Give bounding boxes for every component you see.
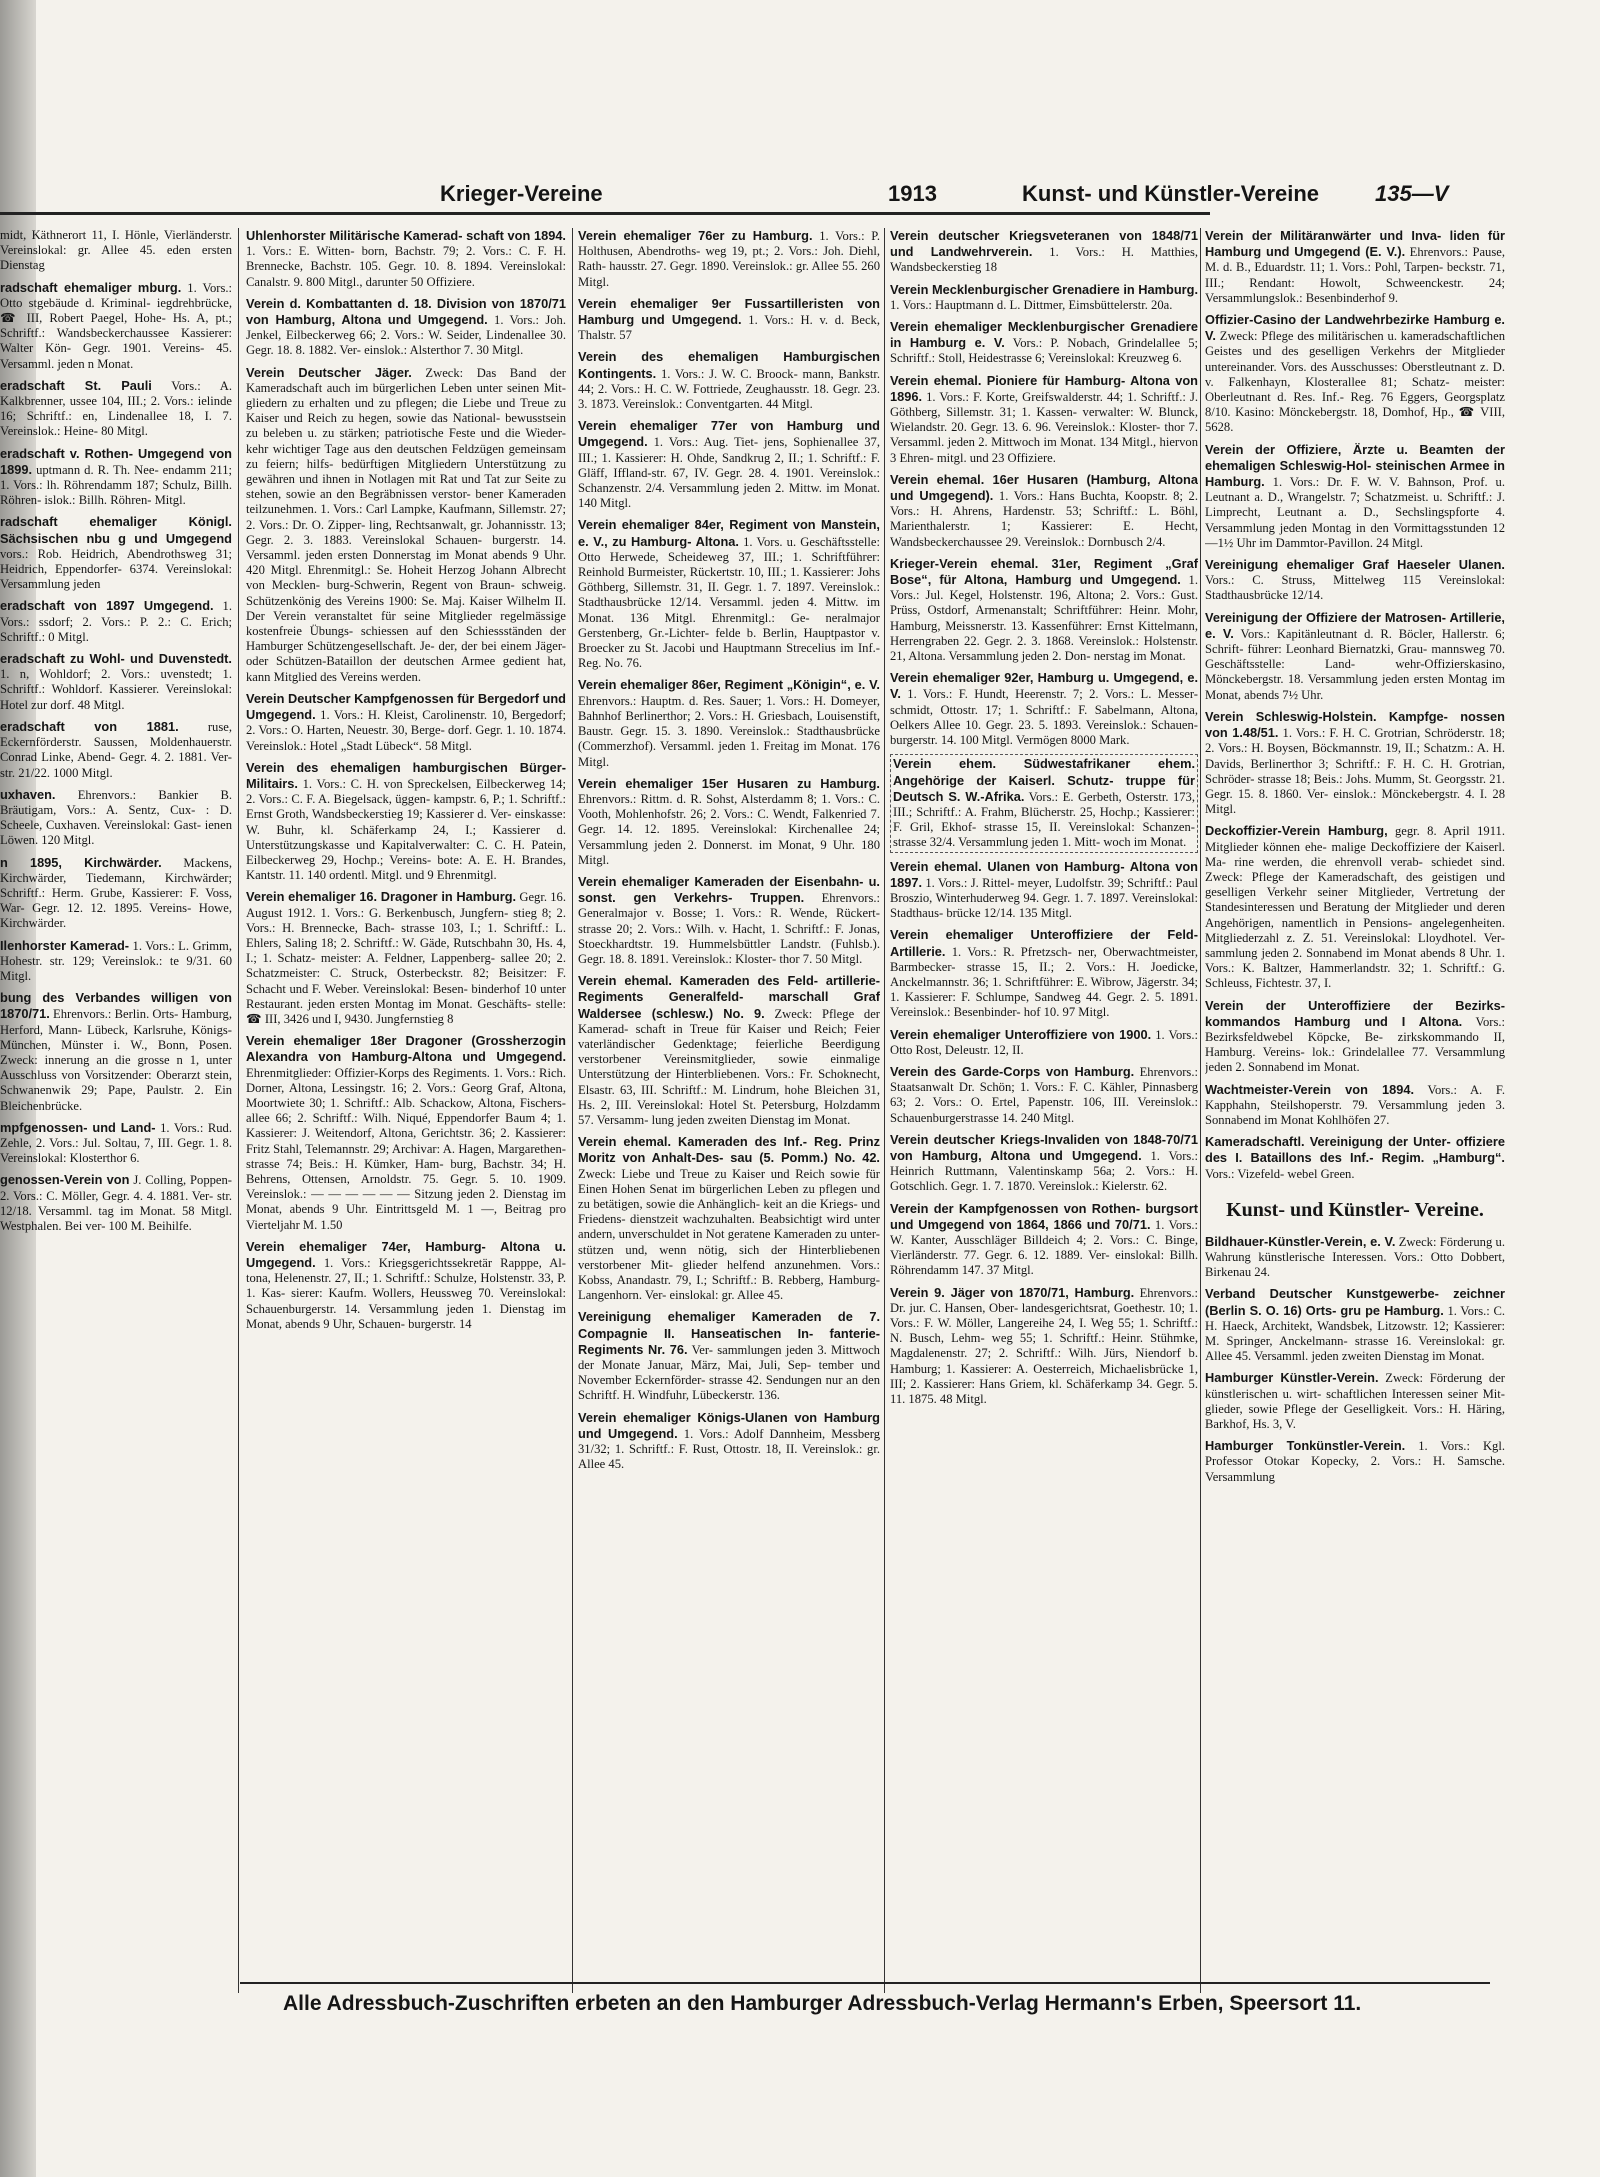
directory-entry <box>578 1134 880 1303</box>
directory-entry <box>890 1285 1198 1408</box>
entry-text: Mackens, Kirchwärder, Tiedemann, Kirchwärder; Schriftf.: Herm. Grube, Kassierer: F. Voss, War- Gegr. 12. 12. 1895. Vereins- Howe, Kirchwärder. <box>0 855 232 931</box>
entry-name: Verein des ehemaligen hamburgischen Bürger-Militairs. <box>246 759 566 791</box>
entry-name: Verein ehemaliger 76er zu Hamburg. <box>578 228 813 243</box>
directory-entry <box>890 754 1198 852</box>
entry-text: 1. Vors.: J. W. C. Broock- mann, Bankstr. 44; 2. Vors.: H. C. W. Fottriede, Zeughausstr. 18. Gegr. 23. 3. 1873. Vereinslok.: Conventgarten. 44 Mitgl. <box>578 366 880 412</box>
directory-entry <box>1205 1438 1505 1485</box>
entry-text: Vors.: P. Nobach, Grindelallee 5; Schriftf.: Stoll, Heidestrasse 6; Vereinslokal: Kreuzweg 6. <box>890 336 1198 366</box>
entry-name: Verein deutscher Kriegsveteranen von 1848/71 und Landwehrverein. <box>890 228 1198 260</box>
directory-entry <box>1205 1286 1505 1364</box>
column-4 <box>890 228 1198 2018</box>
directory-entry <box>578 349 880 412</box>
directory-entry <box>1205 1234 1505 1281</box>
entry-name: Verein der Unteroffiziere der Bezirks- kommandos Hamburg und I Altona. <box>1205 997 1505 1029</box>
entry-text: Vors.: Bezirksfeldwebel Köpcke, Be- zirkskommando II, Hamburg. Vereins- lok.: Grindelallee 77. Versammlung jeden 2. Sonnabend im Monat. <box>1205 1014 1505 1075</box>
entry-text: 1. Vors.: ssdorf; 2. Vors.: P. 2.: C. Erich; Schriftf.: 0 Mitgl. <box>0 599 232 644</box>
directory-entry <box>578 1309 880 1403</box>
entry-name: mpfgenossen- und Land- <box>0 1119 156 1135</box>
entry-text: 1. Vors.: F. Korte, Greifswalderstr. 44; 1. Schriftf.: J. Göthberg, Sillemstr. 31; 1. Kassen- verwalter: W. Blunck, Wielandstr. 20. Gegr. 13. 6. 96. Vereinslok.: Kloster- thor 7. Versamml. jeden 2. Mittwoch im Monat. 134 Mitgl., hiervon 3 Ehren- mitgl. und 23 Offiziere. <box>890 389 1198 465</box>
entry-text: 1. Vors.: C. H. Haeck, Architekt, Wandsbek, Litzowstr. 12; Kassierer: M. Springer, Anckelmann- strasse 16. Vereinslokal: gr. Allee 45. Versamml. jeden zweiten Dienstag im Monat. <box>1205 1303 1505 1364</box>
entry-name: Verein ehemaliger 92er, Hamburg u. Umgegend, e. V. <box>890 670 1198 702</box>
entry-name: Verein ehemaliger 77er von Hamburg und Umgegend. <box>578 418 880 450</box>
entry-name: eradschaft St. Pauli <box>0 377 152 393</box>
directory-entry <box>246 296 566 359</box>
page-number: 135—V <box>1375 181 1449 206</box>
directory-entry <box>1205 998 1505 1076</box>
header-rule <box>0 212 1210 215</box>
entry-text: 1. Vors.: F. H. C. Grotrian, Schröderstr. 18; 2. Vors.: H. Boysen, Böckmannstr. 19, II.; Schatzm.: A. H. Davids, Berlinerthor 3; Schriftf.: F. H. C. H. Grotrian, Schröder- strasse 18; Beis.: Johs. Mumm, St. Georgsstr. 21. Gegr. 15. 8. 1860. Ver- einslok.: Mönckebergstr. 4. I. 28 Mitgl. <box>1205 726 1505 817</box>
entry-text: 1. Vors.: Jul. Kegel, Holstenstr. 196, Altona; 2. Vors.: Gust. Prüss, Ostdorf, Armenanstalt; Schriftführer: Heinr. Mohr, Hamburg, Meissnerstr. 13. Kassenführer: Ernst Kittelmann, Herrengraben 22. Gegr. 2. 3. 1868. Vereinslok.: Holstenstr. 21, Altona. Versammlung jeden 2. Don- nerstag im Monat. <box>890 573 1198 664</box>
directory-entry <box>890 927 1198 1020</box>
entry-text: 1. Vors.: Joh. Jenkel, Eilbeckerweg 66; 2. Vors.: W. Seider, Lindenallee 30. Gegr. 18. 8. 1882. Ver- einslok.: Alsterthor 7. 30 Mitgl. <box>246 313 566 358</box>
page-header <box>0 175 1565 215</box>
directory-entry <box>1205 1082 1505 1129</box>
entry-text: Ver- sammlungen jeden 3. Mittwoch der Monate Januar, März, Mai, Juli, Sep- tember und November Eckernförder- strasse 42. Sendungen nur an den Schriftf. H. Windfuhr, Lübeckerstr. 136. <box>578 1342 880 1403</box>
directory-entry <box>890 859 1198 922</box>
entry-name: Verein ehemal. Pioniere für Hamburg- Altona von 1896. <box>890 372 1198 404</box>
entry-name: Offizier-Casino der Landwehrbezirke Hamburg e. V. <box>1205 312 1505 344</box>
directory-entry <box>246 228 566 290</box>
entry-text: Ehrenvors.: Bankier B. Bräutigam, Vors.: A. Sentz, Cux- : D. Scheele, Cuxhaven. Vereinslokal: Gast- ienen Löwen. 120 Mitgl. <box>0 787 232 848</box>
entry-name: Verein ehemaliger Kameraden der Eisenbahn- u. sonst. gen Verkehrs- Truppen. <box>578 873 880 906</box>
directory-entry <box>0 855 232 932</box>
entry-name: Verein 9. Jäger von 1870/71, Hamburg. <box>890 1284 1135 1300</box>
entry-name: radschaft ehemaliger Königl. Sächsischen nbu g und Umgegend <box>0 514 232 546</box>
header-right-title: Kunst- und Künstler-Vereine <box>1022 181 1320 206</box>
column-divider <box>884 228 885 1993</box>
entry-name: Verein ehemaliger 84er, Regiment von Manstein, e. V., zu Hamburg- Altona. <box>578 517 880 549</box>
entry-name: Verein des ehemaligen Hamburgischen Kontingents. <box>578 349 880 381</box>
entry-text: 1. Vors.: H. Kleist, Carolinenstr. 10, Bergedorf; 2. Vors.: O. Harten, Neuestr. 30, Berge- dorf. Gegr. 1. 10. 1874. Vereinslok.: Hotel „Stadt Lübeck“. 58 Mitgl. <box>246 708 566 753</box>
directory-entry <box>246 1033 566 1233</box>
entry-text: Ehrenvors.: Rittm. d. R. Sohst, Alsterdamm 8; 1. Vors.: C. Vooth, Mohlenhofstr. 26; 2. Vors.: C. Wendt, Falkenried 7. Gegr. 14. 12. 1895. Vereinslokal: Kirchenallee 24; Versammlung jeden 2. Donnerst. im Monat, 9 Uhr. 180 Mitgl. <box>578 791 880 867</box>
entry-text: Ehrenvors.: Staatsanwalt Dr. Schön; 1. Vors.: F. C. Kähler, Pinnasberg 63; 2. Vors.: O. Ertel, Papenstr. 106, III. Vereinslok.: Schauenburgerstrasse 14. 240 Mitgl. <box>890 1064 1198 1125</box>
header-year: 1913 <box>888 181 937 206</box>
entry-text: 1. Vors.: W. Kanter, Ausschläger Billdeich 4; 2. Vors.: C. Binge, Vierländerstr. 77. Gegr. 6. 12. 1889. Ver- einslokal: Billh. Röhrendamm 147. 37 Mitgl. <box>890 1217 1198 1278</box>
directory-entry <box>1205 1134 1505 1182</box>
directory-entry <box>578 776 880 868</box>
entry-name: Deckoffizier-Verein Hamburg, <box>1205 823 1388 839</box>
directory-entry <box>890 556 1198 664</box>
entry-name: Verband Deutscher Kunstgewerbe- zeichner (Berlin S. O. 16) Orts- gru pe Hamburg. <box>1205 1286 1505 1318</box>
directory-entry <box>0 280 232 372</box>
entry-text: 1. Vors.: R. Pfretzsch- ner, Oberwachtmeister, Barmbecker- strasse 15, II.; 2. Vors.: H. Joedicke, Anckelmannstr. 36; 1. Schriftführer: E. Wibrow, Jägerstr. 34; 1. Kassierer: F. Schlumpe, Sandweg 44. Gegr. 2. 5. 1891. Vereinslok.: Besenbinder- hof 10. 97 Mitgl. <box>890 944 1198 1020</box>
entry-text: 1. n, Wohldorf; 2. Vors.: uvenstedt; 1. Schriftf.: Wohldorf. Kassierer. Vereinslokal: Hotel zur dorf. 48 Mitgl. <box>0 667 232 712</box>
entry-name: Verein Schleswig-Holstein. Kampfge- nossen von 1.48/51. <box>1205 708 1505 741</box>
entry-text: Vors.: E. Gerbeth, Osterstr. 173, III.; Schriftf.: A. Frahm, Blücherstr. 25, Hochp.; Kassierer: F. Gril, Ekhof- strasse 15, II. Vereinslokal: Schanzen- strasse 32/4. Versammlung jeden 1. Mitt- woch im Monat. <box>893 789 1195 850</box>
directory-entry <box>0 514 232 592</box>
directory-entry <box>890 228 1198 276</box>
directory-entry <box>1205 312 1505 436</box>
entry-text: 1. Vors.: F. Hundt, Heerenstr. 7; 2. Vors.: L. Messer- schmidt, Ottostr. 17; 1. Schriftf.: F. Sabelmann, Altona, Oelkers Allee 10. Gegr. 23. 5. 1893. Vereinslok.: Schauen- burgerstr. 14. 100 Mitgl. Vermögen 8000 Mark. <box>890 687 1198 748</box>
directory-entry <box>0 1120 232 1167</box>
entry-name: Verein ehemaliger 15er Husaren zu Hamburg. <box>578 775 880 791</box>
entry-text: Gegr. 16. August 1912. 1. Vors.: G. Berkenbusch, Jungfern- stieg 8; 2. Vors.: H. Brennecke, Bach- strasse 103, I.; 1. Schriftf.: L. Ehlers, Saling 18; 2. Schriftf.: W. Gäde, Rutschbahn 30, Hs. 4, I.; 1. Schatz- meister: A. Feldner, Lappenberg- sallee 20; 2. Schatzmeister: C. Struck, Osterbeckstr. 82; Beisitzer: F. Schacht und F. Weber. Vereinslokal: Besen- binderhof 10 unter Restaurant. jeden ersten Montag im Monat. Geschäfts- stelle: ☎ III, 3426 und I, 9430. Jungfernstieg 8 <box>246 890 566 1026</box>
entry-text: 1. Vors.: Hauptmann d. L. Dittmer, Eimsbüttelerstr. 20a. <box>890 297 1173 312</box>
entry-text: Vors.: A. F. Kapphahn, Steilshoperstr. 79. Versammlung jeden 3. Sonnabend im Monat Kohlhöfen 27. <box>1205 1082 1505 1127</box>
directory-entry <box>0 1172 232 1234</box>
entry-text: Zweck: Das Band der Kameradschaft auch im bürgerlichen Leben unter seinen Mit- gliedern zu erhalten und zu pflegen; die Liebe und Treue zu Kaiser und Reich zu hegen, sowie das National- bewusstsein zu beleben u. zu stärken; patriotische Feste und die Wieder- kehr wichtiger Tage aus den deutschen Feldzügen gemeinsam zu feiern; hilfs- bedürftigen Mitgliedern Unterstützung zu gewähren und ihnen in Notlagen mit Rat und Tat zur Seite zu stehen, sowie an den Begräbnissen verstor- bener Kameraden teilzunehmen. 1. Vors.: Carl Lampke, Kaufmann, Sillemstr. 27; 2. Vors.: Dr. O. Zipper- ling, Rechtsanwalt, gr. Johannisstr. 13; Gegr. 2. 3. 1883. Vereinslokal Schauen- burgerstr. 14. Versamml. jeden ersten Donnerstag im Monat abends 9 Uhr. 420 Mitgl. Ehrenmitgl.: Se. Hoheit Herzog Johann Albrecht von Mecklen- burg-Schwerin, Regent von Braun- schweig. Schützenkönig des Vereins 1900: Se. Maj. Kaiser Wilhelm II. Der Verein veranstaltet für seine Mitglieder regelmässige kostenfreie Übungs- schiessen auf den Schiessständen der Hamburger Schützengesellschaft. Je- der, der bei einem Jäger- oder Schützen-Bataillon der deutschen Armee gedient hat, kann Mitglied des Vereins werden. <box>246 365 566 684</box>
column-3 <box>578 228 880 2018</box>
entry-text: Zweck: Pflege der Kamerad- schaft in Treue für Kaiser und Reich; Feier vaterländischer Gedenktage; feierliche Beerdigung verstorbener Vereinsmitglieder, sowie einmalige Unterstützung der Hinterbliebenen. Vors.: Fr. Schoknecht, Elsastr. 63, III. Schriftf.: M. Lindrum, hohe Bleichen 31, Hs. 2, III. Vereinslokal: Hotel St. Petersburg, Holzdamm 57. Versamm- lung jeden zweiten Dienstag im Monat. <box>578 1006 880 1127</box>
directory-entry <box>890 1132 1198 1195</box>
entry-text: J. Colling, Poppen- 2. Vors.: C. Möller, Gegr. 4. 4. 1881. Ver- str. 12/18. Versamml. tag im Monat. 58 Mitgl. Westphalen. Bei ver- 100 M. Beihilfe. <box>0 1173 232 1233</box>
directory-entry <box>1205 1370 1505 1432</box>
entry-text: Ehrenmitglieder: Offizier-Korps des Regiments. 1. Vors.: Rich. Dorner, Altona, Lessingstr. 16; 2. Vors.: Georg Graf, Altona, Moortwiete 30; 1. Schriftf.: Alb. Schackow, Altona, Fischers- allee 66; 2. Schriftf.: Wilh. Niqué, Eppendorfer Baum 4; 1. Kassierer: J. Weitendorf, Altona, Gerichtstr. 36; 2. Kassierer: Fritz Stahl, Telemannstr. 29; Archivar: A. Hagen, Margarethen- strasse 74; Beis.: H. Kümker, Ham- burg, Bachstr. 34; H. Behrens, Ottensen, Arnoldstr. 75. Gegr. 5. 10. 1909. Vereinslok.: — — — — — — Sitzung jeden 2. Dienstag im Monat, abends 9 Uhr. Eintrittsgeld M. 1 —, Beitrag pro Vierteljahr M. 1.50 <box>246 1065 566 1232</box>
entry-name: Verein der Militäranwärter und Inva- liden für Hamburg und Umgegend (E. V.). <box>1205 228 1505 260</box>
directory-entry <box>0 378 232 440</box>
directory-entry <box>578 418 880 511</box>
directory-entry <box>890 1027 1198 1058</box>
entry-name: Verein ehemal. Kameraden des Feld- artillerie-Regiments Generalfeld- marschall Graf Waldersee (schlesw.) No. 9. <box>578 973 880 1021</box>
entry-name: Verein ehemaliger 18er Dragoner (Grossherzogin Alexandra von Hamburg-Altona und Umgegend. <box>246 1033 566 1065</box>
entry-name: Verein ehemaliger Königs-Ulanen von Hamburg und Umgegend. <box>578 1409 880 1441</box>
directory-entry <box>1205 709 1505 817</box>
entry-text: Ehrenvors.: Dr. jur. C. Hansen, Ober- landesgerichtsrat, Goethestr. 10; 1. Vors.: F. W. Möller, Langereihe 24, I. Weg 55; 1. Schriftf.: N. Busch, Lehm- weg 55; 1. Schriftf.: Heinr. Stühmke, Magdalenenstr. 27; 2. Schriftf.: Wilh. Jürs, Niendorf b. Hamburg; 1. Kassierer: A. Oesterreich, Michaelisbrücke 1, III; 2. Kassierer: Hans Griem, kl. Schäferkamp 34. Gegr. 5. 11. 1875. 48 Mitgl. <box>890 1285 1198 1407</box>
directory-entry <box>578 517 880 671</box>
entry-text: Vors.: Vizefeld- webel Green. <box>1205 1166 1355 1181</box>
entry-text: 1. Vors. u. Geschäftsstelle: Otto Herwede, Scheideweg 37, III.; 1. Schriftführer: Reinhold Burmeister, Rückertstr. 10, III.; 1. Kassierer: Johs Göthberg, Sillemstr. 31, II. Gegr. 1. 7. 1897. Vereinslok.: Stadthausbrücke 12/14. Versamml. jeden 4. Mittw. im Monat. 136 Mitgl. Ehrenmitgl.: Ge- neralmajor Gerstenberg, Gr.-Lichter- felde b. Berlin, Hauptpastor v. Broecker zu St. Jacobi und Hauptmann Strecelius im Inf.-Reg. No. 76. <box>578 534 880 671</box>
directory-entry <box>1205 557 1505 604</box>
entry-text: Ehrenvors.: Berlin. Orts- Hamburg, Herford, Mann- Lübeck, Karlsruhe, Königs- München, Münster i. W., Bonn, Posen. Zweck: innerung an die grosse n 1, unter Ausschluss von Vorsitzender: Oberarzt stein, Schwanenwik 29; Pape, Paulstr. 2. Ein Bleichenbrücke. <box>0 1007 232 1113</box>
entry-name: Verein ehemal. Kameraden des Inf.- Reg. Prinz Moritz von Anhalt-Des- sau (5. Pomm.) No. 42. <box>578 1134 880 1166</box>
directory-entry <box>1205 228 1505 306</box>
entry-name: eradschaft zu Wohl- und Duvenstedt. <box>0 651 232 667</box>
entry-name: Verein ehemal. Ulanen von Hamburg- Altona von 1897. <box>890 858 1198 890</box>
entry-text: vors.: Rob. Heidrich, Abendrothsweg 31; Heidrich, Eppendorfer- 6374. Vereinslokal: Versammlung jeden <box>0 546 232 592</box>
entry-name: uxhaven. <box>0 786 56 802</box>
entry-name: Vereinigung ehemaliger Graf Haeseler Ulanen. <box>1205 557 1505 573</box>
column-5 <box>1205 228 1505 2018</box>
column-5-entries <box>1205 228 1505 1182</box>
directory-entry <box>1205 442 1505 551</box>
column-divider <box>572 228 573 1993</box>
entry-text: 1. Vors.: Hans Buchta, Koopstr. 8; 2. Vors.: H. Ahrens, Hardenstr. 53; Schriftf.: L. Böhl, Marienthalerstr. 1; Kassierer: E. Hecht, Wandsbeckerchaussee 29. Vereinslok.: Dornbusch 2/4. <box>890 489 1198 549</box>
directory-entry <box>578 973 880 1128</box>
entry-text: 1. Vors.: Kriegsgerichtssekretär Rapppe, Al- tona, Helenenstr. 27, II.; 1. Schriftf.: Schulze, Holstenstr. 33, P. 1. Kas- sierer: Kaufm. Wollers, Heussweg 70. Vereinslokal: Schauenburgerstr. 14. Versammlung jeden 1. Dienstag im Monat, abends 9 Uhr, Schauen- burgerstr. 14 <box>246 1256 566 1331</box>
directory-entry <box>0 990 232 1114</box>
entry-text: 1. Vors.: Otto Rost, Deleustr. 12, II. <box>890 1027 1198 1057</box>
entry-text: 1. Vors.: P. Holthusen, Abendroths- weg 19, pt.; 2. Vors.: Joh. Diehl, Rath- hausstr. 27. Gegr. 1890. Vereinslok.: gr. Allee 55. 260 Mitgl. <box>578 229 880 289</box>
entry-text: Zweck: Förderung der künstlerischen u. wirt- schaftlichen Interessen seiner Mit- glieder, sowie Pflege der Geselligkeit. Vors.: H. Häring, Barkhof, Hs. 3, V. <box>1205 1371 1505 1432</box>
entry-text: 1. Vors.: Adolf Dannheim, Messberg 31/32; 1. Schriftf.: F. Rust, Ottostr. 18, II. Vereinslok.: gr. Allee 45. <box>578 1426 880 1472</box>
entry-text: 1. Vors.: Dr. F. W. V. Bahnson, Prof. u. Leutnant a. D., Wrangelstr. 7; Schatzmeist. u. Schriftf.: J. Limprecht, Leutnant a. D., Sechslingspforte 4. Versammlung jeden Montag in den Vormittagsstunden 12—1½ Uhr im Dammtor-Pavillon. 24 Mitgl. <box>1205 475 1505 550</box>
entry-name: genossen-Verein von <box>0 1172 130 1188</box>
directory-entry <box>0 598 232 645</box>
entry-name: radschaft ehemaliger mburg. <box>0 279 182 295</box>
column-5-kunst-entries <box>1205 1234 1505 1485</box>
entry-text: 1. Vors.: J. Rittel- meyer, Ludolfstr. 39; Schriftf.: Paul Broszio, Winterhuderweg 94. Gegr. 1. 7. 1897. Vereinslokal: Stadthaus- brücke 12/14. 135 Mitgl. <box>890 875 1198 921</box>
entry-name: Verein ehemaliger 86er, Regiment „Königin“, e. V. <box>578 677 880 693</box>
entry-text: 1. Vors.: Aug. Tiet- jens, Sophienallee 37, III.; 1. Kassierer: H. Ohde, Sandkrug 2, II.; 1. Schriftf.: F. Gläff, Iffland-str. 67, IV. Gegr. 28. 4. 1901. Vereinslok.: Schanzenstr. 2/4. Versammlung jeden 2. Mittw. im Monat. 140 Mitgl. <box>578 435 880 511</box>
entry-name: Verein ehemal. 16er Husaren (Hamburg, Altona und Umgegend). <box>890 471 1198 504</box>
entry-text: uptmann d. R. Th. Nee- endamm 211; 1. Vors.: lh. Röhrendamm 187; Schulz, Billh. Röhren- islok.: Billh. Röhren- Mitgl. <box>0 462 232 508</box>
entry-text: Ehrenvors.: Pause, M. d. B., Eduardstr. 11; 1. Vors.: Pohl, Tarpen- beckstr. 71, III.; Rendant: Howolt, Schweenckestr. 24; Versammlungslok.: Besenbinderhof 9. <box>1205 245 1505 305</box>
entry-text: 1. Vors.: E. Witten- born, Bachstr. 79; 2. Vors.: C. F. H. Brennecke, Bachstr. 105. Gegr. 10. 8. 1894. Vereinslokal: Canalstr. 9. 800 Mitgl., darunter 50 Offiziere. <box>246 244 566 289</box>
directory-entry <box>578 677 880 769</box>
entry-name: Verein Deutscher Jäger. <box>246 364 412 380</box>
directory-entry <box>890 1201 1198 1279</box>
entry-name: Verein der Offiziere, Ärzte u. Beamten der ehemaligen Schleswig-Hol- steinischen Armee in Hamburg. <box>1205 441 1505 490</box>
directory-entry <box>246 365 566 685</box>
entry-text: Zweck: Förderung u. Wahrung künstlerische Interessen. Vors.: Otto Dobbert, Birkenau 24. <box>1205 1234 1505 1280</box>
entry-name: n 1895, Kirchwärder. <box>0 854 162 870</box>
entry-text: 1. Vors.: C. H. von Spreckelsen, Eilbeckerweg 14; 2. Vors.: C. F. A. Biegelsack, üggen- kampstr. 6, P.; 1. Schriftf.: Ernst Groth, Wandsbeckerstieg 19; Kassierer d. Ver- einskasse: W. Buhr, kl. Schäferkamp 24, I.; Kassierer d. Unterstützungskasse und Kapitalverwalter: C. C. H. Patein, Eilbeckerweg 29, Hochp.; Vereins- bote: A. E. H. Brandes, Kantstr. 11. 140 ordentl. Mitgl. und 9 Ehrenmitgl. <box>246 776 566 883</box>
section-title: Kunst- und Künstler- Vereine. <box>1226 1198 1484 1221</box>
entry-name: Bildhauer-Künstler-Verein, e. V. <box>1205 1233 1396 1249</box>
directory-entry <box>0 228 232 274</box>
entry-text: 1. Vors.: Heinrich Ruttmann, Valentinskamp 56a; 2. Vors.: H. Gotschlich. Gegr. 1. 7. 1870. Vereinslok.: Kielerstr. 62. <box>890 1148 1198 1194</box>
entry-name: Verein Deutscher Kampfgenossen für Bergedorf und Umgegend. <box>246 690 566 723</box>
entry-name: Wachtmeister-Verein von 1894. <box>1205 1081 1415 1097</box>
entry-name: Kameradschaftl. Vereinigung der Unter- offiziere des I. Bataillons des Inf.- Regim. „Hamburg“. <box>1205 1134 1505 1166</box>
entry-name: eradschaft von 1881. <box>0 718 179 734</box>
entry-text: Vors.: Kapitänleutnant d. R. Böcler, Hallerstr. 6; Schrift- führer: Leonhard Biernatzki, Grau- mannsweg 70. Geschäftsstelle: Land- wehr-Offizierskasino, Mönckebergstr. 18. Versammlung jeden ersten Montag im Monat, abends 7½ Uhr. <box>1205 626 1505 702</box>
entry-name: bung des Verbandes willigen von 1870/71. <box>0 990 232 1022</box>
directory-entry <box>0 787 232 849</box>
directory-entry <box>1205 823 1505 991</box>
directory-entry <box>0 446 232 509</box>
entry-text: ruse, Eckernförderstr. Saussen, Moldenhauerstr. Conrad Linke, Abend- Gegr. 4. 2. 1881. Ver- str. 21/22. 1000 Mitgl. <box>0 719 232 780</box>
entry-name: Verein d. Kombattanten d. 18. Division von 1870/71 von Hamburg, Altona und Umgegend. <box>246 295 566 328</box>
directory-entry <box>246 691 566 754</box>
entry-text: 1. Vors.: H. v. d. Beck, Thalstr. 57 <box>578 313 880 343</box>
entry-text: Zweck: Pflege des militärischen u. kameradschaftlichen Geistes und des geselligen Verkehrs der Mitglieder untereinander. Vors. des Ausschusses: Oberstleutnant z. D. v. Falkenhayn, Klosterallee 81; Schatz- meister: Oberleutnant d. Res. Inf.- Reg. 76 Eggers, Georgsplatz 8/10. Kasino: Mönckebergstr. 18, Domhof, Hp., ☎ VIII, 5628. <box>1205 329 1505 435</box>
entry-text: gegr. 8. April 1911. Mitglieder können ehe- malige Deckoffiziere der Kaiserl. Ma- rine werden, die ehrenvoll verab- schiedet sind. Zweck: Pflege der Kameradschaft, des geistigen und geselligen Verkehr seiner Mitglieder, Vertretung der Standesinteressen und Beratung der Mitglieder und deren Angehörigen, namentlich in Pensions- angelegenheiten. Mitgliederzahl z. Z. 51. Vereinslokal: Lloydhotel. Ver- sammlung jeden 2. Sonnabend im Monat abends 8 Uhr. 1. Vors.: K. Baltzer, Hammerlandstr. 32; 1. Schriftf.: G. Schleuss, Fichtestr. 37, I. <box>1205 824 1505 991</box>
entry-name: Vereinigung der Offiziere der Matrosen- Artillerie, e. V. <box>1205 609 1505 641</box>
entry-name: Uhlenhorster Militärische Kamerad- schaft von 1894. <box>246 228 566 243</box>
entry-name: Verein Mecklenburgischer Grenadiere in Hamburg. <box>890 281 1198 297</box>
entry-name: Krieger-Verein ehemal. 31er, Regiment „Graf Bose“, für Altona, Hamburg und Umgegend. <box>890 555 1198 588</box>
column-2 <box>246 228 566 2018</box>
entry-text: Ehrenvors.: Hauptm. d. Res. Sauer; 1. Vors.: H. Domeyer, Bahnhof Berlinerthor; 2. Vors.: H. Griesbach, Louisenstift, Baustr. Gegr. 15. 3. 1890. Vereinslok.: Stadthausbrücke (Commerzhof). Versamml. jeden 1. Freitag im Monat. 176 Mitgl. <box>578 693 880 769</box>
entry-text: Ehrenvors.: Generalmajor v. Bosse; 1. Vors.: R. Wende, Rückert- strasse 20; 2. Vors.: Wilh. v. Hacht, 1. Schriftf.: F. Jonas, Stoeckhardtstr. 19. Hummelsbüttler Landstr. (Fuhlsb.). Gegr. 18. 8. 1891. Vereinslok.: Kloster- thor 7. 50 Mitgl. <box>578 891 880 966</box>
entry-name: Verein ehem. Südwestafrikaner ehem. Angehörige der Kaiserl. Schutz- truppe für Deutsch S. W.-Afrika. <box>893 756 1195 804</box>
entry-name: Verein ehemaliger 9er Fussartilleristen von Hamburg und Umgegend. <box>578 295 880 328</box>
directory-entry <box>890 282 1198 313</box>
entry-name: Hamburger Künstler-Verein. <box>1205 1370 1379 1386</box>
directory-entry <box>0 938 232 985</box>
column-divider <box>1200 228 1201 1993</box>
entry-text: Zweck: Liebe und Treue zu Kaiser und Reich sowie für Einen Hohen Senat im bürgerlichen Leben zu pflegen und zu betätigen, sowie die Anhänglich- keit an die Kriegs- und Friedens- dienstzeit wachzuhalten. Beabsichtigt wird unter andern, unverschuldet in Not geratene Kameraden zu unter- stützen und, wenn nötig, sich der Hinterbliebenen verstorbener Mit- glieder helfend anzunehmen. Vors.: Kobss, Anandastr. 79, I.; Schriftf.: B. Rebberg, Hamburg-Langenhorn. Ver- einslokal: gr. Allee 45. <box>578 1166 880 1303</box>
directory-entry <box>246 889 566 1027</box>
directory-entry <box>890 472 1198 550</box>
directory-entry <box>1205 610 1505 703</box>
entry-text: 1. Vors.: L. Grimm, Hohestr. str. 129; Vereinslok.: te 9/31. 60 Mitgl. <box>0 938 232 983</box>
entry-name: eradschaft v. Rothen- Umgegend von 1899. <box>0 445 232 477</box>
entry-text: 1. Vors.: Otto stgebäude d. Kriminal- iegdrehbrücke, ☎ III, Robert Paegel, Hohe- Hs. A, pt.; Schriftf.: Wandsbeckerchaussee Kassierer: Walter Kön- Gegr. 1901. Vereins- 45. Versamml. jeden n Monat. <box>0 280 232 371</box>
entry-text: midt, Käthnerort 11, I. Hönle, Vierländerstr. Vereinslokal: gr. Allee 45. eden ersten Dienstag <box>0 228 232 273</box>
directory-entry <box>578 296 880 344</box>
entry-text: 1. Vors.: Rud. Zehle, 2. Vors.: Jul. Soltau, 7, III. Gegr. 1. 8. Vereinslokal: Klosterthor 6. <box>0 1120 232 1166</box>
entry-name: Verein der Kampfgenossen von Rothen- burgsort und Umgegend von 1864, 1866 und 70/71. <box>890 1200 1198 1232</box>
directory-entry <box>0 719 232 781</box>
directory-entry <box>578 1410 880 1473</box>
entry-name: Ilenhorster Kamerad- <box>0 937 130 953</box>
directory-entry <box>578 874 880 967</box>
entry-name: Verein ehemaliger 16. Dragoner in Hamburg. <box>246 889 517 905</box>
directory-entry <box>890 319 1198 367</box>
entry-text: 1. Vors.: H. Matthies, Wandsbeckerstieg 18 <box>890 245 1198 275</box>
entry-name: Verein deutscher Kriegs-Invaliden von 1848-70/71 von Hamburg, Altona und Umgegend. <box>890 1131 1198 1163</box>
entry-name: Verein ehemaliger 74er, Hamburg- Altona u. Umgegend. <box>246 1238 566 1270</box>
entry-text: Vors.: A. Kalkbrenner, ussee 104, III.; 2. Vors.: ielinde 16; Schriftf.: en, Lindenallee 18, I. 7. Vereinslok.: Heine- 80 Mitgl. <box>0 378 232 439</box>
entry-name: Verein ehemaliger Unteroffiziere der Feld-Artillerie. <box>890 927 1198 959</box>
column-1 <box>0 228 232 2018</box>
entry-name: Vereinigung ehemaliger Kameraden de 7. Compagnie II. Hanseatischen In- fanterie-Regiments Nr. 76. <box>578 1309 880 1357</box>
directory-entry <box>0 651 232 713</box>
footer-rule <box>240 1982 1490 1984</box>
page-footer: Alle Adressbuch-Zuschriften erbeten an den Hamburger Adressbuch-Verlag Hermann's Erben, Speersort 11. <box>283 1992 1362 2015</box>
entry-text: 1. Vors.: Kgl. Professor Otokar Kopecky, 2. Vors.: H. Samsche. Versammlung <box>1205 1439 1505 1484</box>
header-left-title: Krieger-Vereine <box>440 181 603 206</box>
directory-entry <box>246 1239 566 1332</box>
directory-entry <box>578 228 880 290</box>
directory-entry <box>890 1064 1198 1126</box>
entry-name: Verein des Garde-Corps von Hamburg. <box>890 1063 1135 1079</box>
entry-name: eradschaft von 1897 Umgegend. <box>0 598 214 614</box>
entry-name: Verein ehemaliger Mecklenburgischer Grenadiere in Hamburg e. V. <box>890 319 1198 351</box>
entry-name: Hamburger Tonkünstler-Verein. <box>1205 1438 1406 1454</box>
directory-entry <box>890 670 1198 748</box>
directory-entry <box>890 373 1198 466</box>
directory-entry <box>246 760 566 884</box>
column-divider <box>238 228 239 1993</box>
entry-text: Vors.: C. Struss, Mittelweg 115 Vereinslokal: Stadthausbrücke 12/14. <box>1205 573 1505 603</box>
entry-name: Verein ehemaliger Unteroffiziere von 1900. <box>890 1026 1152 1042</box>
